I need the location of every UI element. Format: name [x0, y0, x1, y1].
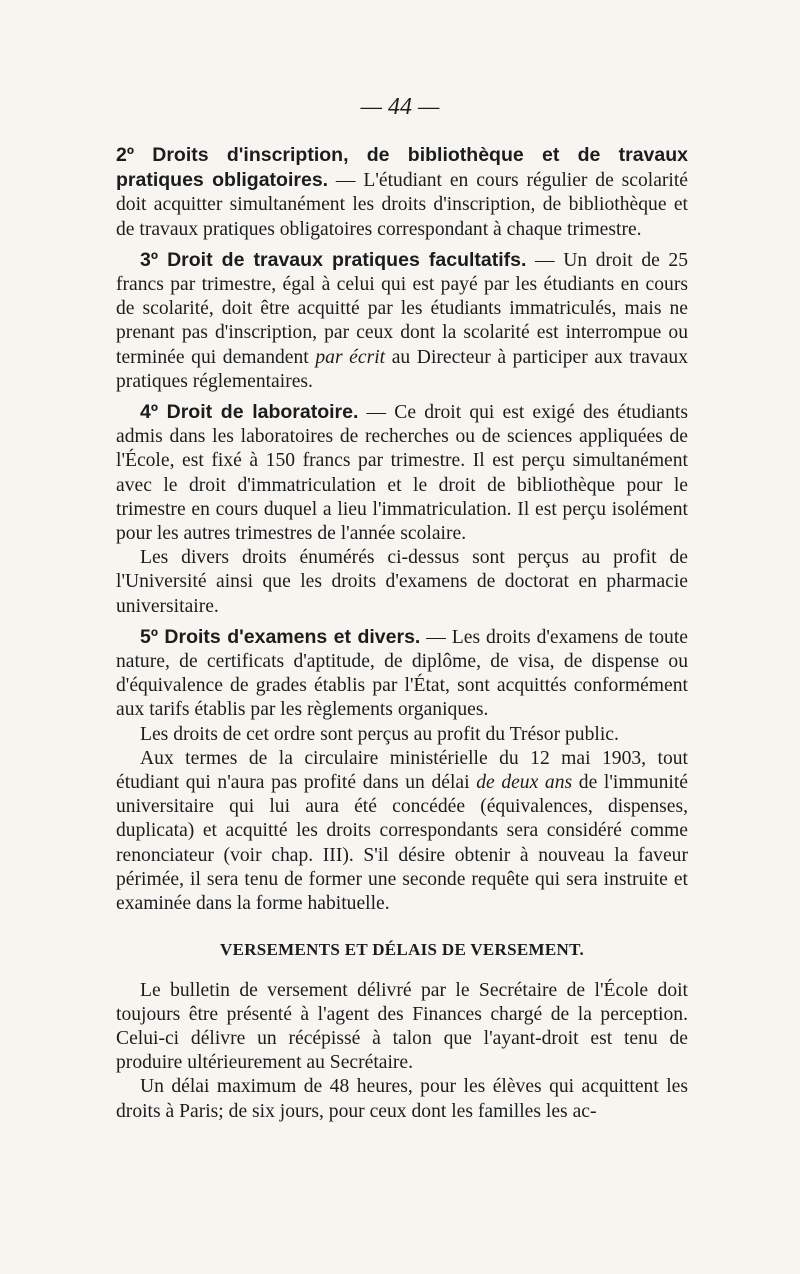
- paragraph-5-text: — Les droits d'examens de toute nature, de certificats d'aptitude, de diplôme, de visa, de dispense ou d'équivalence de grades établis par l'État, sont acquittés conformément aux tarifs établis par les règlements organiques.: [116, 626, 688, 721]
- paragraph-3: [116, 248, 688, 394]
- body-text: [116, 143, 688, 1124]
- paragraph-3-heading: 3º Droit de travaux pratiques facultatifs.: [140, 248, 527, 271]
- paragraph-3-emphasis: par écrit: [315, 346, 386, 368]
- section-paragraph-2: Un délai maximum de 48 heures, pour les élèves qui acquittent les droits à Paris; de six jours, pour ceux dont les familles les ac-: [116, 1076, 688, 1122]
- paragraph-4: [116, 400, 688, 546]
- section-title: VERSEMENTS ET DÉLAIS DE VERSEMENT.: [220, 940, 584, 960]
- paragraph-5: [116, 625, 688, 723]
- paragraph-5-followup-1: Les droits de cet ordre sont perçus au profit du Trésor public.: [140, 723, 619, 745]
- paragraph-3-text: — Un droit de 25 francs par trimestre, égal à celui qui est payé par les étudiants en cours de scolarité, doit être acquitté par les étudiants immatriculés, mais ne prenant pas d'inscription, par ceux dont la scolarité est interrompue ou terminée qui demandent: [116, 249, 688, 368]
- paragraph-5-heading: 5º Droits d'examens et divers.: [140, 625, 421, 648]
- paragraph-5-emphasis: de deux ans: [476, 772, 573, 794]
- paragraph-2-heading: 2º Droits d'inscription, de bibliothèque et de travaux pratiques obligatoires.: [116, 144, 688, 192]
- paragraph-4-heading: 4º Droit de laboratoire.: [140, 401, 359, 424]
- paragraph-5-followup-2: [116, 747, 688, 916]
- paragraph-3-text-end: au Directeur à participer aux travaux pratiques réglementaires.: [116, 346, 688, 392]
- paragraph-5-followup-2-end: de l'immunité universitaire qui lui aura été concédée (équivalences, dispenses, duplicata) et acquitté les droits correspondants sera considéré comme renonciateur (voir chap. III). S'il désire obtenir à nouveau la faveur périmée, il sera tenu de former une seconde requête qui sera instruite et examinée dans la forme habituelle.: [116, 772, 688, 915]
- page-number: — 44 —: [360, 94, 440, 120]
- paragraph-5-followup-2-text: Aux termes de la circulaire ministérielle du 12 mai 1903, tout étudiant qui n'aura pas profité dans un délai: [116, 747, 688, 794]
- section-paragraph-1: Le bulletin de versement délivré par le Secrétaire de l'École doit toujours être présenté à l'agent des Finances chargé de la perception. Celui-ci délivre un récépissé à talon que l'ayant-droit est tenu de produire ultérieurement au Secrétaire.: [116, 979, 688, 1074]
- paragraph-2-text: — L'étudiant en cours régulier de scolarité doit acquitter simultanément les droits d'inscription, de bibliothèque et de travaux pratiques obligatoires correspondant à chaque trimestre.: [116, 170, 688, 240]
- paragraph-2: [116, 143, 688, 242]
- paragraph-4-followup: Les divers droits énumérés ci-dessus sont perçus au profit de l'Université ainsi que les droits d'examens de doctorat en pharmacie universitaire.: [116, 547, 688, 617]
- paragraph-4-text: — Ce droit qui est exigé des étudiants admis dans les laboratoires de recherches ou de sciences appliquées de l'École, est fixé à 150 francs par trimestre. Il est perçu simultanément avec le droit d'immatriculation et le droit de bibliothèque pour le trimestre en cours duquel a lieu l'immatriculation. Il est perçu isolément pour les autres trimestres de l'année scolaire.: [116, 402, 688, 545]
